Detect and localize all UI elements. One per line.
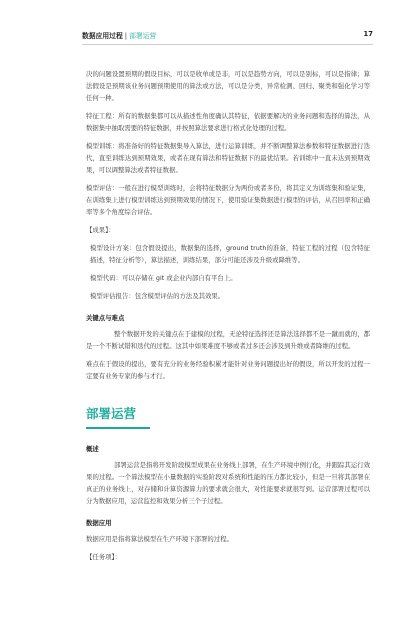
difficulty-paragraph: 难点在于假设的提出，要有充分的业务经验积累才能针对业务问题提出好的假设，所以开发的过程一定要有业务专家的参与才行。 (86, 360, 370, 380)
header-breadcrumb (82, 30, 156, 40)
page-body (86, 68, 370, 569)
section-title: 部署运营 (86, 406, 137, 421)
paragraph-hypothesis: 决的问题设置预期的假设目标，可以是收单或是非，可以是趋势方向，可以是别标，可以是指律；算法假设是预期该业务问题预期使用的算法或方法，可以是分类，异常检测、回归、聚类和强化学习等任何一种。 (86, 70, 370, 102)
outputs-label: 【成果】： (86, 226, 115, 234)
key-points-paragraph: 整个数据开发的关键点在于建模的过程，无论特征选择还是算法选择都不是一蹴而就的，都是一个不断试错和迭代的过程。这其中如果难度不够或者过多还会涉及到升维或者降维的过程。 (86, 330, 370, 350)
data-application-paragraph: 数据应用是指将算法模型在生产环境下部署的过程。 (86, 535, 233, 543)
section-title-underline (86, 427, 150, 429)
header-separator: | (124, 32, 128, 40)
header-rule (82, 44, 373, 45)
header-section: 部署运营 (129, 32, 157, 40)
overview-paragraph: 部署运营是指将开发阶段模型成果在业务线上部署，在生产环境中例行化，并跟踪其运行效果的过程。一个算法模型在小量数据的实验阶段对系统和性能的压力都比较小，但是一旦将其部署在真正的业务线上，对存储和计算资源算力的要求就会很大，对性能要求就很写到。运营部署过程可以分为数据应用，运营监控和效果分析三个子过程。 (86, 461, 370, 505)
paragraph-model-evaluation: 模型评估：一般在进行模型训练时，会将特征数据分为两份或者多份，将其定义为训练集和验证集，在训练集上进行模型训练达到预期效果的情况下，使用验证集数据进行模型的评估，从召回率和正确率等多个角度综合评估。 (86, 184, 370, 216)
paragraph-feature-engineering: 特征工程：所有的数据集都可以从描述性角度确认其特征，依据要解决的业务问题和选择的算法，从数据集中抽取需要的特征数据，并按照算法要求进行格式化处理的过程。 (86, 112, 370, 132)
output-eval-report: 模型评估报告：包含模型评估的方法及其效果。 (90, 292, 225, 300)
overview-heading: 概述 (86, 445, 99, 453)
output-model-code: 模型代码：可以存储在 git 或企业内部自有平台上。 (90, 274, 237, 282)
key-points-heading: 关键点与难点 (86, 314, 125, 322)
book-title: 数据应用过程 (82, 32, 123, 40)
page-number: 17 (363, 30, 373, 38)
running-header (82, 30, 373, 44)
data-application-heading: 数据应用 (86, 519, 112, 527)
paragraph-model-training: 模型训练：将准备好的特征数据集导入算法，进行运算训练，并不断调整算法参数和特征数据进行迭代，直至训练达到预期效果，或者在现有算法和特征数据下的最优结果。若训练中一直未达到预期效果，可以调整算法或者特征数据。 (86, 142, 370, 174)
output-design-doc: 模型设计方案：包含假设提出，数据集的选择，ground truth的准备，特征工程的过程（包含特征描述，特征分析等），算法描述，训练结果，部分可能还涉及升级或降维等。 (90, 244, 370, 264)
tasks-label: 【任务项】： (86, 553, 122, 561)
